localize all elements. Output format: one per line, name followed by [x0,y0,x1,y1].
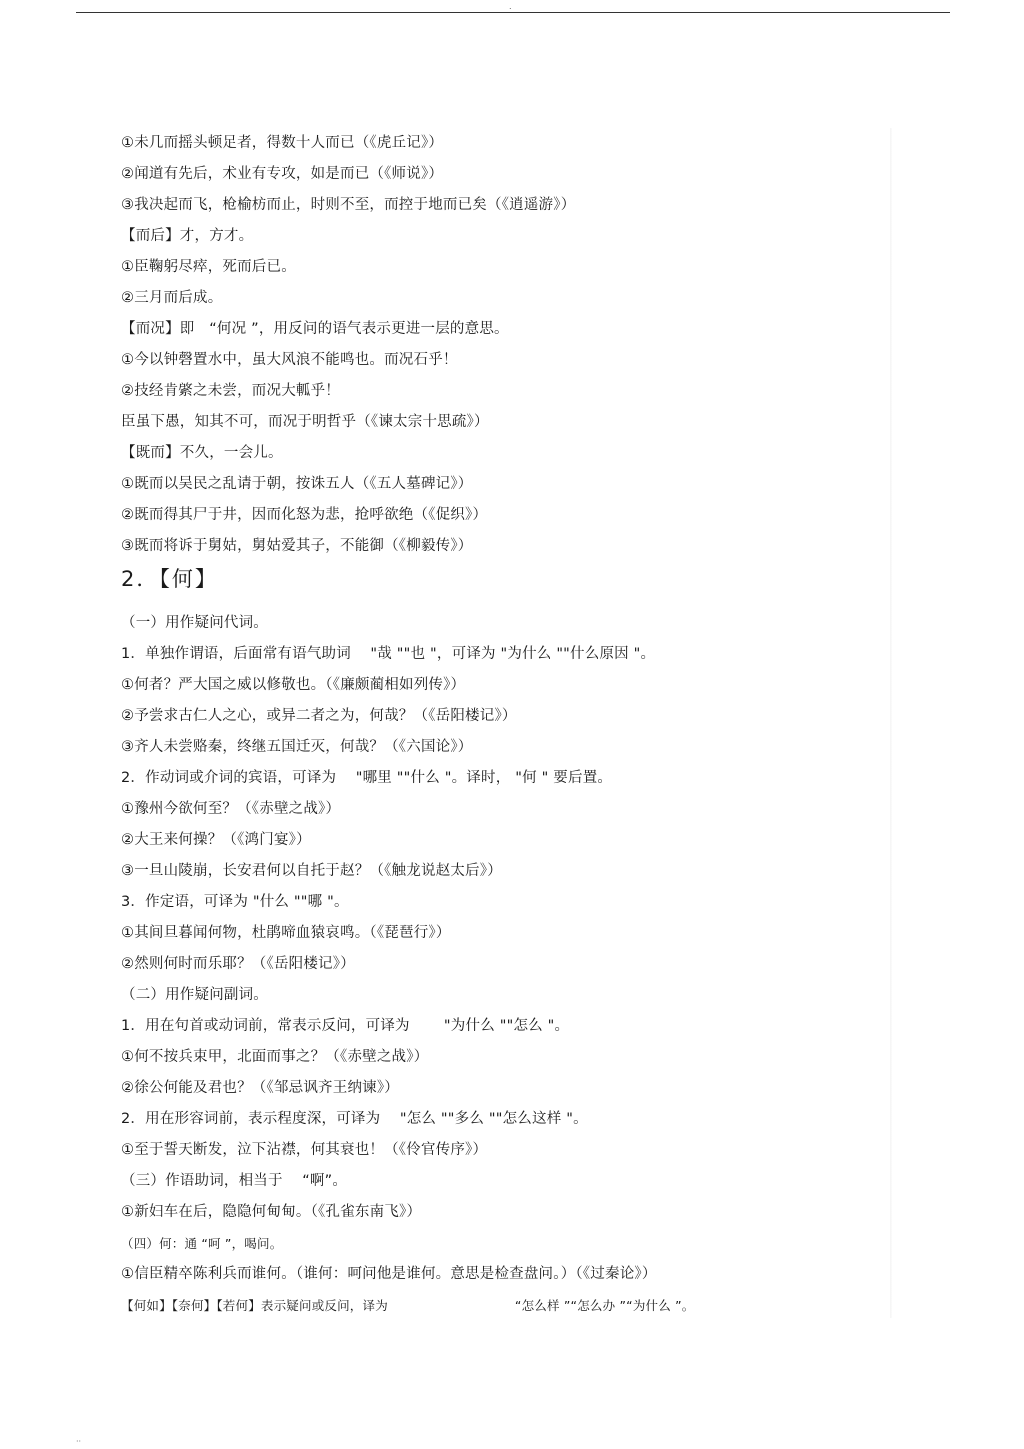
header-rule [76,12,950,13]
text-line: ②技经肯綮之未尝，而况大軱乎！ [121,383,340,399]
text-line: ①未几而摇头顿足者，得数十人而已（《虎丘记》） [121,135,444,151]
term-heading-erkuang: 【而况】即 “何况 ”，用反问的语气表示更进一层的意思。 [121,321,509,337]
text-line: ②然则何时而乐耶？（《岳阳楼记》） [121,956,355,972]
subsection-heading: （四）何：通 “呵 ”，喝问。 [121,1236,283,1251]
header-dot: . [509,2,512,11]
text-line: ①何不按兵束甲，北面而事之？（《赤壁之战》） [121,1049,429,1065]
text-line: 3．作定语，可译为 "什么 ""哪 "。 [121,894,349,910]
term-heading-erhou: 【而后】才，方才。 [121,228,254,244]
text-line: 1．单独作谓语，后面常有语气助词 "哉 ""也 "，可译为 "为什么 ""什么原因 "。 [121,646,656,662]
text-line: ①今以钟磬置水中，虽大风浪不能鸣也。而况石乎！ [121,352,458,368]
text-line: ①至于誓天断发，泣下沾襟，何其衰也！（《伶官传序》） [121,1142,488,1158]
section-title-he: 2．【何】 [121,567,218,591]
subsection-heading: （二）用作疑问副词。 [121,987,268,1003]
text-line: ③我决起而飞，枪榆枋而止，时则不至，而控于地而已矣（《逍遥游》） [121,197,576,213]
document-body [121,128,921,1321]
text-line: ①既而以吴民之乱请于朝，按诛五人（《五人墓碑记》） [121,476,473,492]
text-line: ③既而将诉于舅姑，舅姑爱其子，不能御（《柳毅传》） [121,538,473,554]
footer-mark: ·· [76,1437,82,1446]
text-line: ③一旦山陵崩，长安君何以自托于赵？（《触龙说赵太后》） [121,863,502,879]
text-line: ①臣鞠躬尽瘁，死而后已。 [121,259,296,275]
text-line: ②徐公何能及君也？（《邹忌讽齐王纳谏》） [121,1080,399,1096]
text-line: 臣虽下愚，知其不可，而况于明哲乎（《谏太宗十思疏》） [121,414,489,430]
text-line: ①何者？严大国之威以修敬也。（《廉颇蔺相如列传》） [121,677,466,693]
subsection-heading: （三）作语助词，相当于 “啊”。 [121,1173,348,1189]
text-line: ②予尝求古仁人之心，或异二者之为，何哉？（《岳阳楼记》） [121,708,517,724]
text-line: ①信臣精卒陈利兵而谁何。（谁何：呵问他是谁何。意思是检查盘问。）（《过秦论》） [121,1266,657,1282]
text-line: ②大王来何操？（《鸿门宴》） [121,832,311,848]
term-heading-jier: 【既而】不久，一会儿。 [121,445,283,461]
text-line: ①新妇车在后，隐隐何甸甸。（《孔雀东南飞》） [121,1204,422,1220]
text-line: ①其间旦暮闻何物，杜鹃啼血猿哀鸣。（《琵琶行》） [121,925,451,941]
text-line: 2．用在形容词前，表示程度深，可译为 "怎么 ""多么 ""怎么这样 "。 [121,1111,588,1127]
text-line: ③齐人未尝赂秦，终继五国迁灭，何哉？（《六国论》） [121,739,473,755]
text-line: ②三月而后成。 [121,290,223,306]
text-line: ②既而得其尸于井，因而化怒为悲，抢呼欲绝（《促织》） [121,507,488,523]
text-line: ①豫州今欲何至？（《赤壁之战》） [121,801,341,817]
text-line: ②闻道有先后，术业有专攻，如是而已（《师说》） [121,166,444,182]
text-line: 2．作动词或介词的宾语，可译为 "哪里 ""什么 "。译时， "何 " 要后置。 [121,770,613,786]
subsection-heading: （一）用作疑问代词。 [121,615,268,631]
term-summary-line: 【何如】【奈何】【若何】表示疑问或反问，译为 “怎么样 ”“怎么办 ”“为什么 ”。 [121,1298,695,1313]
text-line: 1．用在句首或动词前，常表示反问，可译为 "为什么 ""怎么 "。 [121,1018,570,1034]
